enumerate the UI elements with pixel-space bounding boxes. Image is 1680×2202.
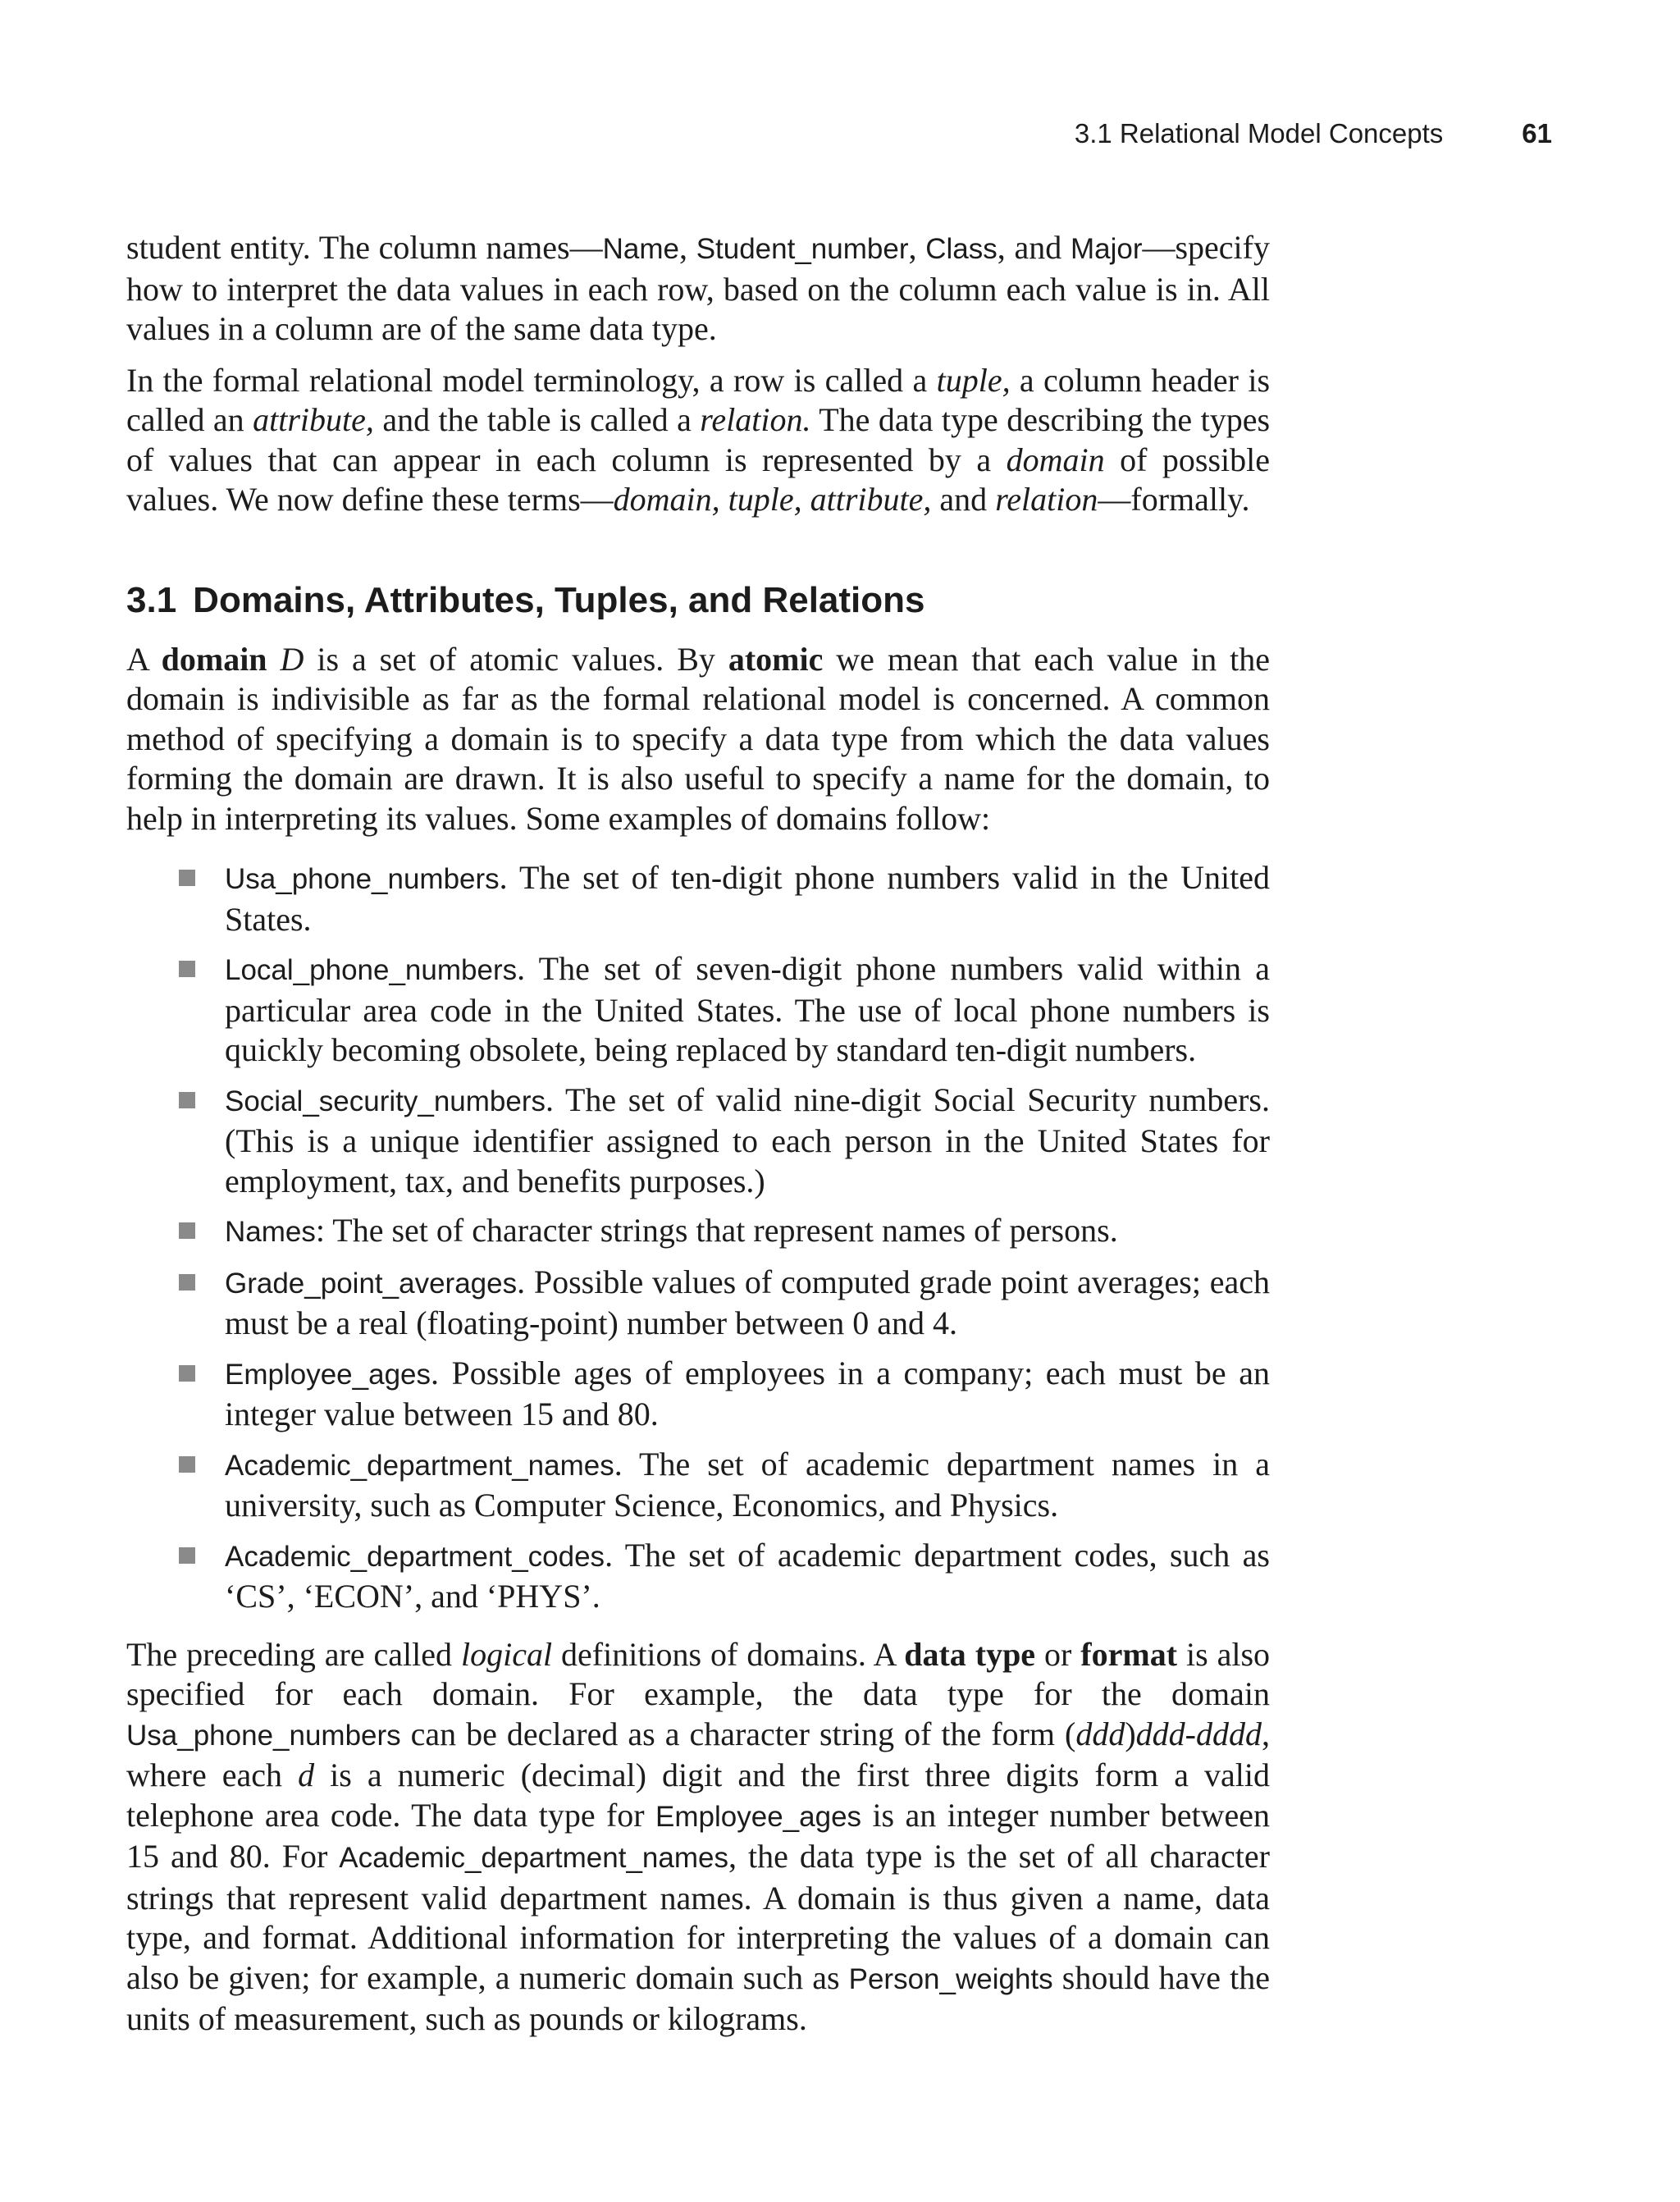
column-name: Name <box>602 233 679 265</box>
text: , where each <box>126 1715 1270 1793</box>
list-item <box>126 949 1270 1071</box>
list-item <box>126 1080 1270 1202</box>
square-bullet-icon <box>179 1547 195 1564</box>
text: we mean that each value in the domain is indivisible as far as the formal relational model is concerned. A common method of specifying a domain is to specify a data type from which the data values forming the domain are drawn. It is also useful to specify a name for the domain, to help in interpreting its values. Some examples of domains follow: <box>126 640 1271 837</box>
italic-term: domain <box>1006 441 1105 478</box>
text: A <box>126 640 162 678</box>
bold-term: data type <box>904 1635 1036 1673</box>
column-name: Major <box>1070 233 1143 265</box>
domain-description: . The set of academic department codes, such as ‘CS’, ‘ECON’, and ‘PHYS’. <box>225 1536 1270 1615</box>
italic-term: domain, tuple, attribute, <box>613 481 932 518</box>
domain-name: Local_phone_numbers <box>225 954 518 986</box>
list-item <box>126 1211 1270 1253</box>
list-item <box>126 1354 1270 1435</box>
italic-term: d <box>298 1757 315 1793</box>
domain-name: Academic_department_names <box>225 1449 614 1482</box>
domain-name: Social_security_numbers <box>225 1085 546 1117</box>
square-bullet-icon <box>179 961 195 977</box>
text: is a numeric (decimal) digit and the first three digits form a valid telephone area code. The data type for <box>126 1757 1270 1834</box>
domain-description: . The set of seven-digit phone numbers valid within a particular area code in the United States. The use of local phone numbers is quickly becoming obsolete, being replaced by standard ten-digit numbers. <box>225 950 1270 1068</box>
domain-name: Person_weights <box>848 1962 1053 1995</box>
italic-term: logical <box>460 1635 553 1673</box>
domain-name: Usa_phone_numbers <box>126 1719 401 1752</box>
bold-term: atomic <box>728 640 824 678</box>
text: of possible values. We now define these terms— <box>126 441 1271 518</box>
domain-name: Employee_ages <box>655 1800 862 1833</box>
square-bullet-icon <box>179 870 195 886</box>
domain-name: Grade_point_averages <box>225 1267 518 1300</box>
text: The preceding are called <box>126 1635 461 1673</box>
text: is also specified for each domain. For example, the data type for the domain <box>126 1635 1271 1712</box>
paragraph-1 <box>126 228 1270 349</box>
italic-term: relation <box>995 481 1098 518</box>
domain-name: Usa_phone_numbers <box>225 863 500 895</box>
body-text <box>126 228 1270 2051</box>
domain-name: Academic_department_names <box>339 1842 728 1874</box>
section-number: 3.1 <box>126 579 177 620</box>
list-item <box>126 1536 1270 1617</box>
square-bullet-icon <box>179 1222 195 1239</box>
paragraph-4 <box>126 1635 1270 2040</box>
text: , the data type is the set of all character strings that represent valid department names. A domain is thus given a name, data type, and format. Additional information for interpreting the values of a domain can also be given; for example, a numeric domain such as <box>126 1838 1270 1996</box>
running-header <box>1075 118 1552 149</box>
square-bullet-icon <box>179 1456 195 1473</box>
text: In the formal relational model terminology, a row is called a <box>126 361 937 399</box>
square-bullet-icon <box>179 1092 195 1108</box>
column-name: Class <box>925 233 998 265</box>
domain-description: . Possible ages of employees in a company; each must be an integer value between 15 and 80. <box>225 1354 1270 1432</box>
italic-term: tuple, <box>936 361 1011 399</box>
text: is a set of atomic values. By <box>304 640 728 678</box>
text: student entity. The column names— <box>126 229 603 266</box>
italic-term: attribute, <box>253 401 374 438</box>
section-heading <box>126 578 1270 624</box>
text: and <box>931 481 996 518</box>
column-name: Student_number <box>696 233 909 265</box>
section-title: Domains, Attributes, Tuples, and Relations <box>193 579 925 620</box>
text <box>267 641 281 678</box>
italic-term: D <box>280 640 304 678</box>
running-header-section: 3.1 Relational Model Concepts <box>1074 118 1444 148</box>
text: a column header is called an <box>126 361 1271 438</box>
italic-term: relation. <box>700 401 811 438</box>
domain-name: Employee_ages <box>225 1358 431 1391</box>
domain-description: . The set of ten-digit phone numbers valid in the United States. <box>225 859 1270 938</box>
square-bullet-icon <box>179 1274 195 1291</box>
domain-description: : The set of character strings that represent names of persons. <box>315 1212 1118 1249</box>
paragraph-2 <box>126 361 1270 520</box>
text: is an integer number between 15 and 80. For <box>126 1796 1271 1875</box>
list-item <box>126 858 1270 939</box>
domain-examples-list <box>126 858 1270 1617</box>
text: , and <box>997 229 1071 266</box>
page-number: 61 <box>1522 118 1552 148</box>
text: , <box>678 229 696 266</box>
text: definitions of domains. A <box>552 1635 905 1673</box>
list-item <box>126 1445 1270 1526</box>
bold-term: format <box>1080 1635 1178 1673</box>
domain-description: . The set of academic department names in a university, such as Computer Science, Economics, and Physics. <box>225 1445 1270 1524</box>
domain-description: . Possible values of computed grade point averages; each must be a real (floating-point) number between 0 and 4. <box>225 1263 1270 1341</box>
text: , <box>908 229 926 266</box>
text: —formally. <box>1098 481 1250 518</box>
text: and the table is called a <box>373 401 701 438</box>
text: ) <box>1125 1715 1136 1752</box>
paragraph-3 <box>126 640 1270 839</box>
text: can be declared as a character string of the form ( <box>400 1715 1076 1752</box>
list-item <box>126 1263 1270 1344</box>
domain-name: Academic_department_codes <box>225 1540 605 1573</box>
domain-description: . The set of valid nine-digit Social Security numbers. (This is a unique identifier assigned to each person in the United States for employment, tax, and benefits purposes.) <box>225 1080 1270 1199</box>
text: should have the units of measurement, such as pounds or kilograms. <box>126 1958 1270 2037</box>
italic-term: ddd-dddd <box>1135 1715 1262 1752</box>
bold-term: domain <box>161 640 267 678</box>
italic-term: ddd <box>1075 1715 1125 1752</box>
text: or <box>1035 1635 1081 1673</box>
text: The data type describing the types of values that can appear in each column is represented by a <box>126 401 1271 478</box>
domain-name: Names <box>225 1216 316 1248</box>
square-bullet-icon <box>179 1365 195 1382</box>
text: —specify how to interpret the data values in each row, based on the column each value is in. All values in a column are of the same data type. <box>126 229 1270 347</box>
